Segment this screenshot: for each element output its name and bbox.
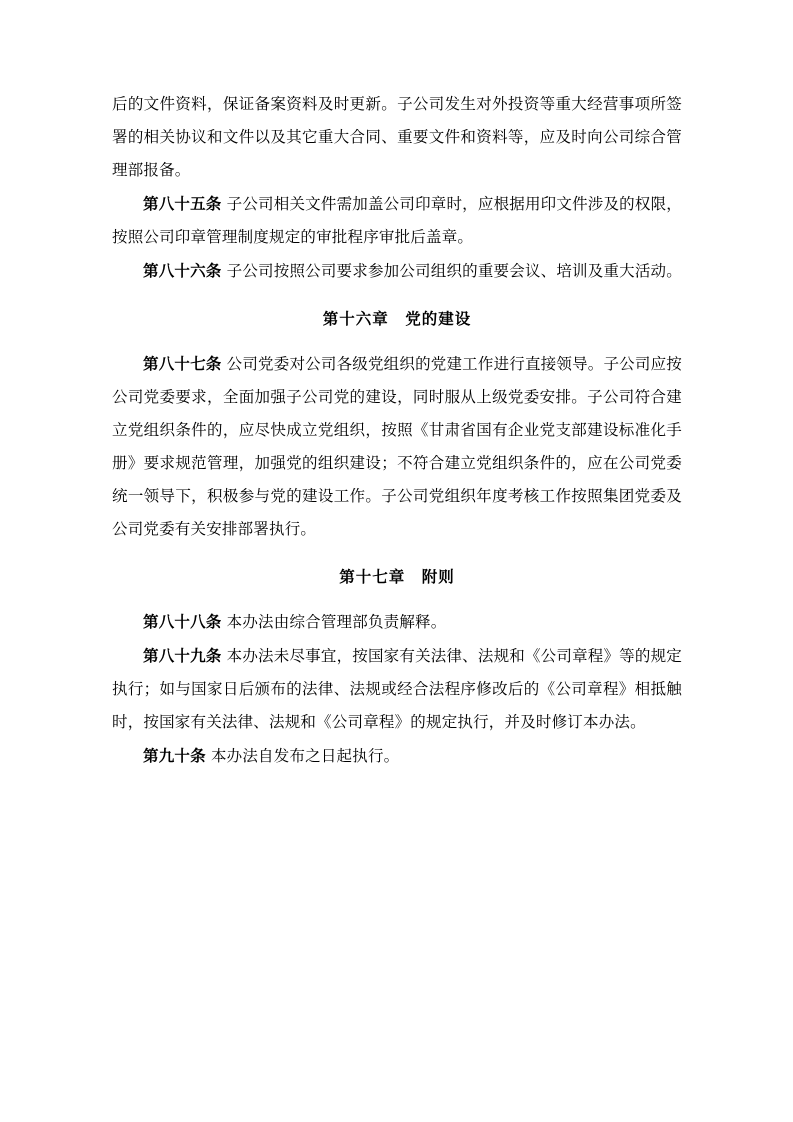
article-89-text: 本办法未尽事宜，按国家有关法律、法规和《公司章程》等的规定执行；如与国家日后颁布的法律、法规或经合法程序修改后的《公司章程》相抵触时，按国家有关法律、法规和《公司章程》的规定执行，并及时修订本办法。	[112, 647, 682, 731]
article-87-text: 公司党委对公司各级党组织的党建工作进行直接领导。子公司应按公司党委要求，全面加强子公司党的建设，同时服从上级党委安排。子公司符合建立党组织条件的，应尽快成立党组织，按照《甘肃省国有企业党支部建设标准化手册》要求规范管理，加强党的组织建设；不符合建立党组织条件的，应在公司党委统一领导下，积极参与党的建设工作。子公司党组织年度考核工作按照集团党委及公司党委有关安排部署执行。	[112, 355, 682, 538]
article-88-label: 第八十八条	[143, 612, 222, 631]
article-86-text: 子公司按照公司要求参加公司组织的重要会议、培训及重大活动。	[226, 262, 682, 280]
article-90-label: 第九十条	[143, 746, 206, 765]
article-88	[112, 605, 682, 639]
article-87	[112, 347, 682, 546]
spacer	[112, 593, 682, 605]
article-85	[112, 187, 682, 254]
article-86	[112, 254, 682, 288]
spacer	[112, 288, 682, 302]
paragraph-continued: 后的文件资料，保证备案资料及时更新。子公司发生对外投资等重大经营事项所签署的相关协议和文件以及其它重大合同、重要文件和资料等，应及时向公司综合管理部报备。	[112, 95, 682, 179]
article-88-text: 本办法由综合管理部负责解释。	[226, 613, 447, 631]
article-86-label: 第八十六条	[143, 261, 222, 280]
article-85-label: 第八十五条	[143, 194, 222, 213]
article-90	[112, 739, 682, 773]
article-85-text: 子公司相关文件需加盖公司印章时，应根据用印文件涉及的权限，按照公司印章管理制度规定的审批程序审批后盖章。	[112, 195, 682, 246]
chapter-heading-17: 第十七章 附则	[339, 567, 455, 586]
article-87-label: 第八十七条	[143, 354, 222, 373]
article-90-text: 本办法自发布之日起执行。	[210, 747, 400, 765]
article-89-label: 第八十九条	[143, 646, 222, 665]
spacer	[112, 335, 682, 347]
document-body	[112, 88, 682, 773]
chapter-heading-16: 第十六章 党的建设	[322, 309, 472, 328]
article-89	[112, 639, 682, 739]
spacer	[112, 546, 682, 560]
